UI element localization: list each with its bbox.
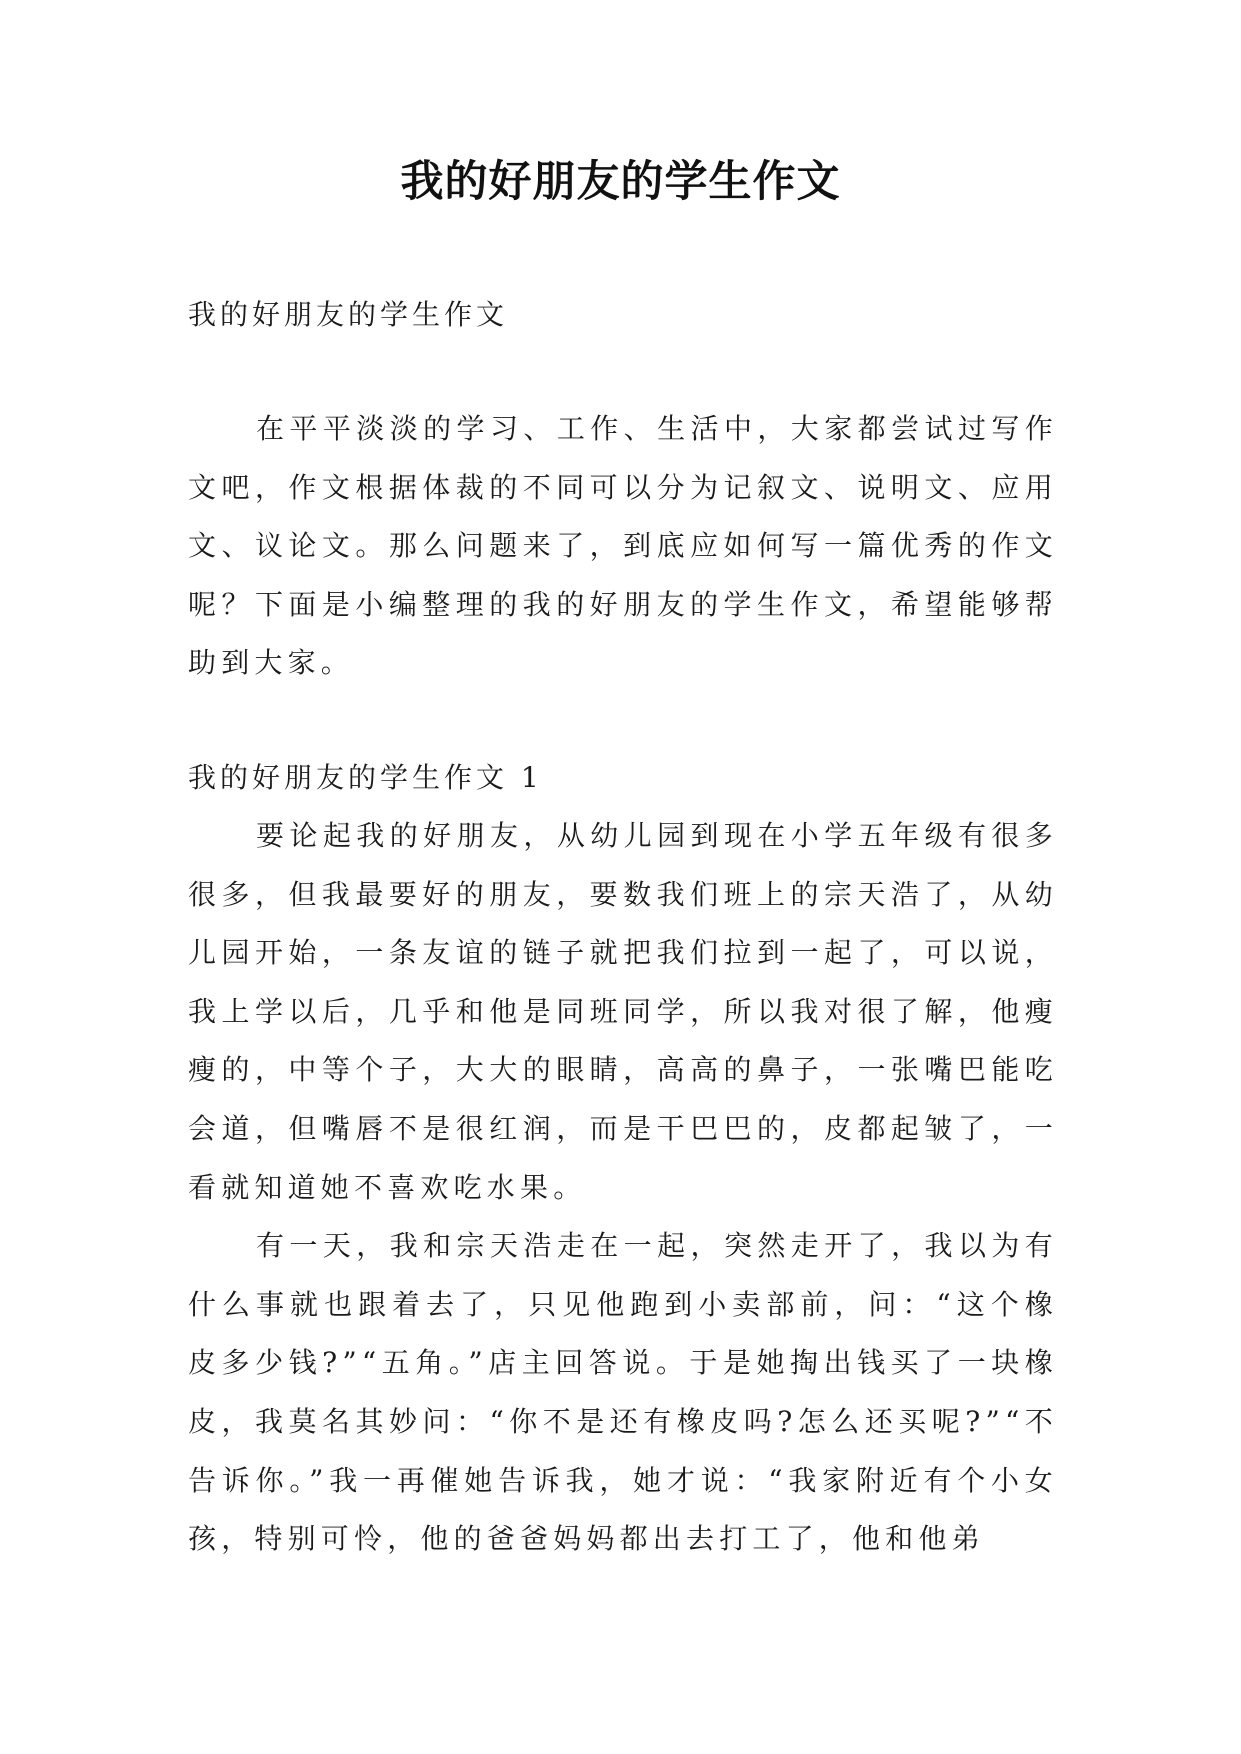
body-paragraph: 有一天，我和宗天浩走在一起，突然走开了，我以为有什么事就也跟着去了，只见他跑到小卖部前，问：“这个橡皮多少钱?”“五角。”店主回答说。于是她掏出钱买了一块橡皮，我莫名其妙问：“你不是还有橡皮吗?怎么还买呢?”“不告诉你。”我一再催她告诉我，她才说：“我家附近有个小女孩，特别可怜，他的爸爸妈妈都出去打工了，他和他弟: [188, 1229, 1058, 1556]
body-paragraph: 要论起我的好朋友，从幼儿园到现在小学五年级有很多很多，但我最要好的朋友，要数我们班上的宗天浩了，从幼儿园开始，一条友谊的链子就把我们拉到一起了，可以说，我上学以后，几乎和他是同班同学，所以我对很了解，他瘦瘦的，中等个子，大大的眼睛，高高的鼻子，一张嘴巴能吃会道，但嘴唇不是很红润，而是干巴巴的，皮都起皱了，一看就知道她不喜欢吃水果。: [188, 818, 1058, 1204]
intro-paragraph: 在平平淡淡的学习、工作、生活中，大家都尝试过写作文吧，作文根据体裁的不同可以分为记叙文、说明文、应用文、议论文。那么问题来了，到底应如何写一篇优秀的作文呢？下面是小编整理的我的好朋友的学生作文，希望能够帮助到大家。: [188, 412, 1058, 680]
document-subtitle: 我的好朋友的学生作文: [188, 298, 509, 331]
spacer: [188, 693, 1058, 749]
document-title: 我的好朋友的学生作文: [400, 157, 841, 207]
spacer: [188, 344, 1058, 400]
document-body: [188, 286, 1058, 1569]
section-heading: 我的好朋友的学生作文 1: [188, 760, 543, 794]
